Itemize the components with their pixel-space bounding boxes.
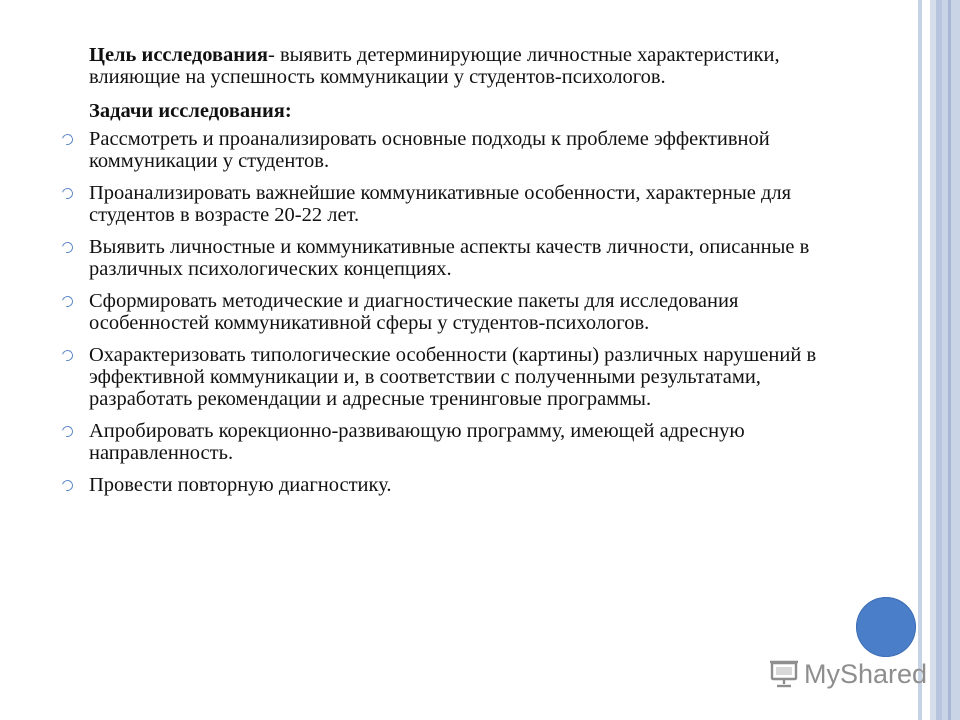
list-item (62, 290, 822, 334)
list-item (62, 420, 822, 464)
task-text: Рассмотреть и проанализировать основные подходы к проблеме эффективной коммуникации у студентов. (89, 128, 770, 172)
task-text: Охарактеризовать типологические особенности (картины) различных нарушений в эффективной коммуникации и, в соответствии с полученными результатами, разработать рекомендации и адресные тренинговые программы. (89, 344, 817, 410)
decor-circle (856, 597, 916, 657)
list-item (62, 474, 822, 496)
watermark (768, 656, 927, 692)
list-item (62, 236, 822, 280)
goal-text: - выявить детерминирующие личностные характеристики, влияющие на успешность коммуникации у студентов-психологов. (89, 44, 780, 88)
decor-stripe (942, 0, 960, 720)
tasks-title: Задачи исследования: (89, 100, 292, 122)
bullet-icon (60, 478, 75, 493)
bullet-icon (60, 348, 75, 363)
task-text: Сформировать методические и диагностические пакеты для исследования особенностей коммуникативной сферы у студентов-психологов. (89, 290, 739, 334)
slide-content (62, 44, 822, 506)
bullet-icon (60, 186, 75, 201)
presentation-board-icon (768, 658, 800, 690)
task-text: Провести повторную диагностику. (89, 474, 392, 496)
bullet-icon (60, 294, 75, 309)
goal-label: Цель исследования (89, 44, 268, 66)
bullet-icon (60, 132, 75, 147)
research-goal (89, 44, 822, 88)
decor-stripe (948, 0, 951, 720)
decor-stripe (922, 0, 930, 720)
list-item (62, 128, 822, 172)
task-text: Выявить личностные и коммуникативные аспекты качеств личности, описанные в различных психологических концепциях. (89, 236, 810, 280)
watermark-text: MyShared (804, 658, 928, 689)
bullet-icon (60, 424, 75, 439)
task-text: Апробировать корекционно-развивающую программу, имеющей адресную направленность. (89, 420, 745, 464)
bullet-icon (60, 240, 75, 255)
task-text: Проанализировать важнейшие коммуникативные особенности, характерные для студентов в возрасте 20-22 лет. (89, 182, 792, 226)
list-item (62, 182, 822, 226)
list-item (62, 344, 822, 410)
tasks-list (62, 128, 822, 496)
